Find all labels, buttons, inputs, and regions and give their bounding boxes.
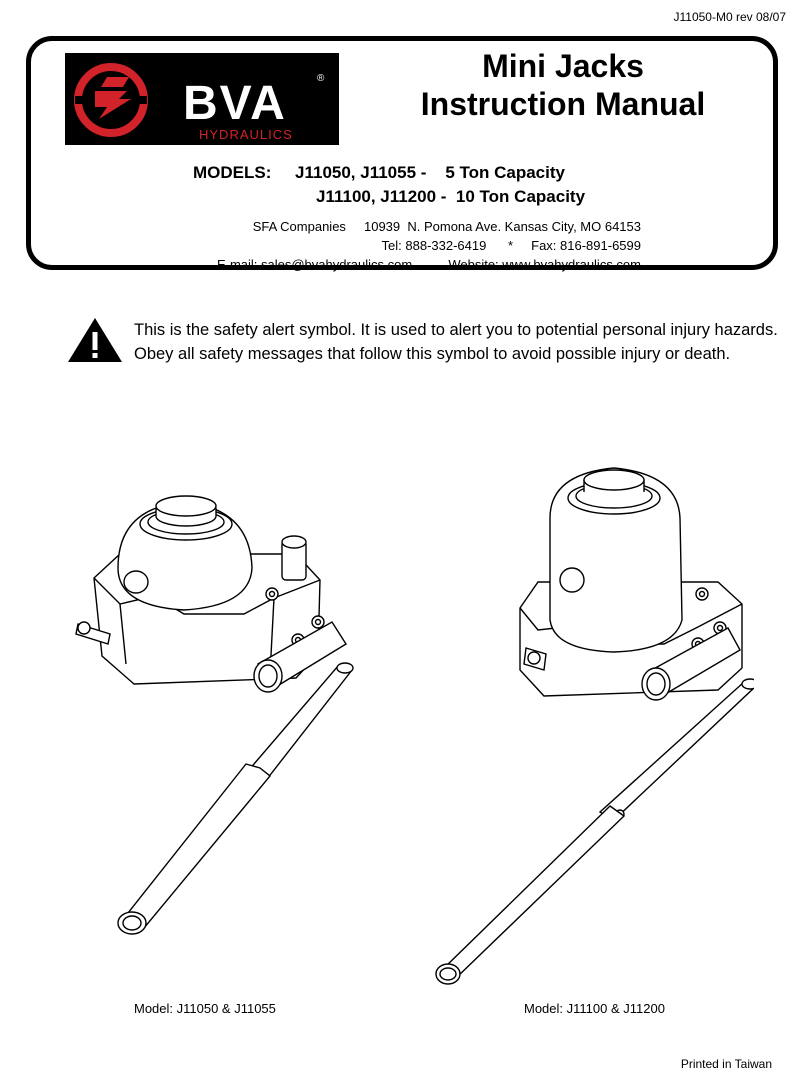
jack-illustration-large	[434, 458, 754, 998]
title-line-2: Instruction Manual	[420, 86, 706, 122]
contact-block	[181, 217, 641, 274]
caption-right: Model: J11100 & J11200	[524, 1001, 665, 1016]
safety-line-1: This is the safety alert symbol. It is used to alert you to potential personal injury hazards.	[134, 321, 778, 339]
contact-phone-fax: Tel: 888-332-6419 * Fax: 816-891-6599	[381, 238, 641, 253]
caption-left: Model: J11050 & J11055	[134, 1001, 276, 1016]
jack-illustration-small	[74, 488, 394, 978]
models-block	[193, 161, 585, 209]
document-code: J11050-M0 rev 08/07	[673, 10, 786, 24]
bva-logo	[65, 53, 339, 145]
title-line-1: Mini Jacks	[482, 48, 644, 84]
safety-line-2: Obey all safety messages that follow this symbol to avoid possible injury or death.	[134, 345, 731, 363]
contact-email-website: E-mail: sales@bvahydraulics.com Website: www.bvahydraulics.com	[216, 257, 641, 272]
models-row-1: J11050, J11055 - 5 Ton Capacity	[295, 163, 565, 182]
models-row-2: J11100, J11200 - 10 Ton Capacity	[316, 187, 586, 206]
registered-mark: ®	[317, 73, 325, 84]
models-label: MODELS:	[193, 163, 272, 182]
printed-in-note: Printed in Taiwan	[680, 1057, 772, 1071]
logo-subtext: HYDRAULICS	[199, 127, 293, 142]
logo-text: BVA	[183, 77, 287, 130]
contact-address: SFA Companies 10939 N. Pomona Ave. Kansas City, MO 64153	[252, 219, 641, 234]
logo-graphic	[65, 53, 339, 145]
header-box	[26, 36, 778, 270]
warning-triangle-icon	[66, 316, 124, 364]
page-title	[373, 47, 753, 123]
safety-alert-text	[134, 318, 778, 366]
